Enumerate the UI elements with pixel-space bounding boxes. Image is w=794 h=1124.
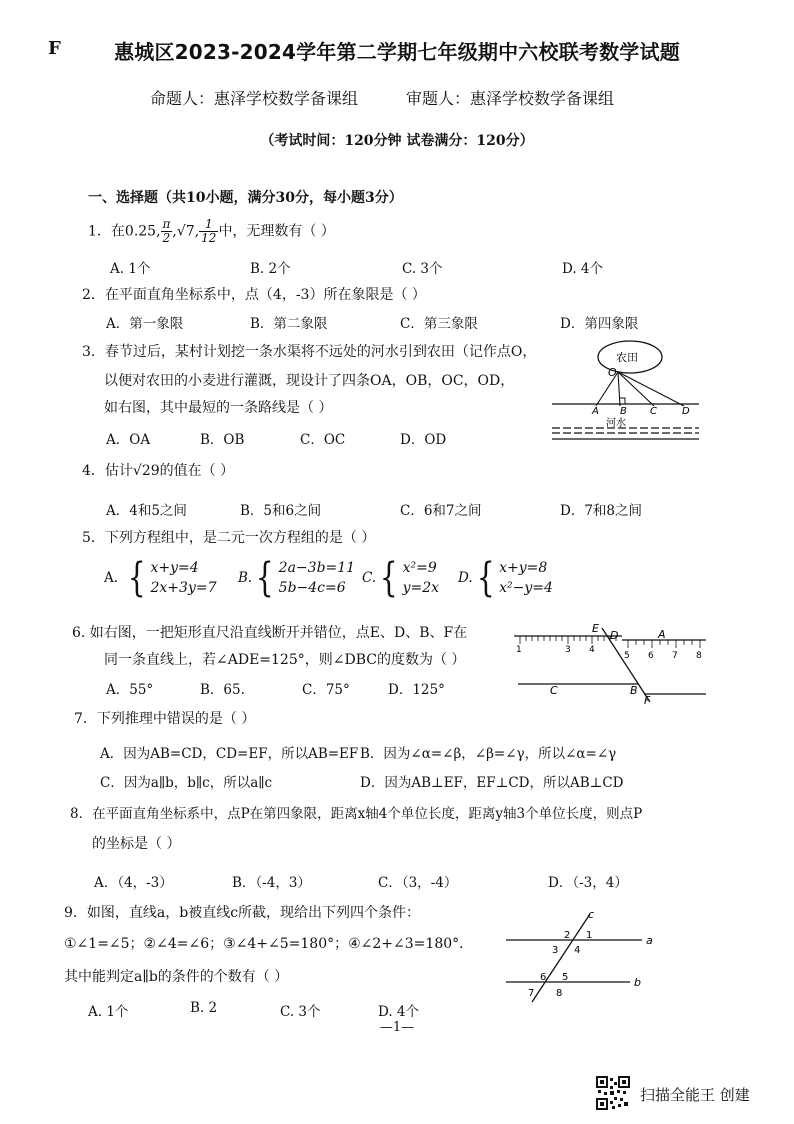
tick-1: 1 — [516, 645, 522, 655]
q8-line2: 的坐标是（ ） — [92, 836, 181, 852]
q7-stem: 7．下列推理中错误的是（ ） — [74, 711, 256, 727]
authors-line — [150, 86, 662, 109]
corner-mark: F — [48, 38, 61, 59]
q6-figure — [510, 620, 710, 708]
q8-option-c: C．（3，-4） — [378, 875, 458, 891]
q5-option-c: C. { x²=9 y=2x — [362, 555, 440, 601]
q3-line3: 如右图，其中最短的一条路线是（ ） — [104, 400, 333, 416]
q3-line2: 以便对农田的小麦进行灌溉，现设计了四条OA，OB，OC，OD， — [104, 373, 515, 389]
tick-5: 5 — [624, 651, 630, 661]
q8-option-d: D．（-3，4） — [548, 875, 628, 891]
q2-option-c: C．第三象限 — [400, 316, 478, 332]
q6-option-b: B．65. — [200, 682, 245, 698]
angle-5: 5 — [562, 972, 569, 983]
q1-option-c: C. 3个 — [402, 261, 443, 277]
label-a: a — [646, 934, 653, 947]
q2-stem: 2．在平面直角坐标系中，点（4，-3）所在象限是（ ） — [82, 287, 426, 303]
section-title: 一、选择题（共10小题，满分30分，每小题3分） — [88, 190, 403, 206]
tick-4: 4 — [589, 645, 595, 655]
q4-option-d: D．7和8之间 — [560, 503, 643, 519]
q9-figure — [502, 908, 662, 1004]
author: 命题人：惠泽学校数学备课组 — [150, 89, 359, 108]
q4-option-b: B．5和6之间 — [240, 503, 322, 519]
label-b: b — [634, 976, 641, 989]
label-a: A — [592, 406, 599, 417]
label-c: c — [588, 908, 595, 921]
label-e: E — [592, 622, 599, 635]
q4-stem: 4．估计√29的值在（ ） — [82, 463, 235, 479]
q3-figure — [544, 336, 704, 446]
label-b: B — [620, 406, 627, 417]
tick-3: 3 — [565, 645, 571, 655]
label-d: D — [682, 406, 690, 417]
q1-option-b: B. 2个 — [250, 261, 291, 277]
q9-option-d: D. 4个 — [378, 1004, 420, 1020]
q3-option-a: A．OA — [106, 432, 151, 448]
q1-option-a: A. 1个 — [110, 261, 151, 277]
q3-option-b: B．OB — [200, 432, 245, 448]
angle-6: 6 — [540, 972, 547, 983]
q7-option-b: B．因为∠α=∠β，∠β=∠γ，所以∠α=∠γ — [360, 746, 617, 762]
q2-option-b: B．第二象限 — [250, 316, 328, 332]
tick-7: 7 — [672, 651, 678, 661]
q9-option-c: C. 3个 — [280, 1004, 321, 1020]
q3-line1: 3．春节过后，某村计划挖一条水渠将不远处的河水引到农田（记作点O， — [82, 344, 537, 360]
label-c: C — [650, 406, 657, 417]
page-number: —1— — [379, 1020, 415, 1035]
seg-ob — [618, 372, 620, 406]
q1-pre: 1．在0.25, — [88, 223, 161, 240]
angle-4: 4 — [574, 945, 581, 956]
scanner-watermark: 扫描全能王 创建 — [640, 1086, 750, 1104]
reviewer: 审题人：惠泽学校数学备课组 — [406, 89, 615, 108]
q5-option-a: A. { x+y=4 2x+3y=7 — [104, 555, 217, 601]
exam-info: （考试时间：120分钟 试卷满分：120分） — [260, 133, 534, 149]
angle-8: 8 — [556, 988, 563, 999]
label-o: O — [608, 366, 617, 379]
tick-8: 8 — [696, 651, 702, 661]
q9-option-a: A. 1个 — [88, 1004, 129, 1020]
q6-line1: 6. 如右图，一把矩形直尺沿直线断开并错位，点E、D、B、F在 — [72, 625, 468, 641]
q4-option-c: C．6和7之间 — [400, 503, 482, 519]
q3-option-d: D．OD — [400, 432, 447, 448]
q1-option-d: D. 4个 — [562, 261, 604, 277]
angle-1: 1 — [586, 930, 593, 941]
label-c: C — [550, 684, 558, 697]
q5-stem: 5．下列方程组中，是二元一次方程组的是（ ） — [82, 530, 376, 546]
q8-option-a: A．（4，-3） — [94, 875, 173, 891]
angle-3: 3 — [552, 945, 559, 956]
q9-option-b: B. 2 — [190, 1000, 218, 1016]
q9-line1: 9．如图，直线a，b被直线c所截，现给出下列四个条件： — [64, 905, 421, 921]
label-d: D — [610, 629, 619, 642]
q8-option-b: B．（-4，3） — [232, 875, 311, 891]
q9-line2: ①∠1=∠5；②∠4=∠6；③∠4+∠5=180°；④∠2+∠3=180°． — [64, 936, 474, 952]
q7-option-a: A．因为AB=CD，CD=EF，所以AB=EF — [100, 746, 359, 762]
river-label: 河水 — [606, 418, 626, 429]
qr-code-icon — [596, 1076, 630, 1110]
q6-line2: 同一条直线上，若∠ADE=125°，则∠DBC的度数为（ ） — [104, 652, 466, 668]
q6-option-d: D．125° — [388, 682, 445, 698]
q3-option-c: C．OC — [300, 432, 346, 448]
q8-line1: 8．在平面直角坐标系中，点P在第四象限，距离x轴4个单位长度，距离y轴3个单位长度，则点P — [70, 806, 643, 822]
q4-option-a: A．4和5之间 — [106, 503, 187, 519]
q2-option-a: A．第一象限 — [106, 316, 184, 332]
label-f: F — [644, 694, 651, 707]
seg-od — [618, 372, 684, 406]
q7-option-c: C．因为a∥b，b∥c，所以a∥c — [100, 775, 273, 791]
exam-title: 惠城区2023-2024学年第二学期七年级期中六校联考数学试题 — [114, 40, 680, 64]
right-angle-mark — [620, 398, 625, 404]
tick-6: 6 — [648, 651, 654, 661]
q5-option-d: D. { x+y=8 x²−y=4 — [458, 555, 553, 601]
q5-option-b: B. { 2a−3b=11 5b−4c=6 — [238, 555, 356, 601]
q7-option-d: D．因为AB⊥EF，EF⊥CD，所以AB⊥CD — [360, 775, 624, 791]
q1-sqrt7: ,√7, — [172, 223, 200, 240]
label-a: A — [658, 628, 666, 641]
q6-option-a: A．55° — [106, 682, 154, 698]
q1-post: 中，无理数有（ ） — [218, 223, 335, 240]
seg-oc — [618, 372, 654, 406]
label-b: B — [630, 684, 638, 697]
field-label: 农田 — [616, 351, 638, 364]
q1-frac-pi: $\frac{\pi}{2}$ — [162, 217, 171, 245]
angle-7: 7 — [528, 988, 535, 999]
q1-frac-1-12: $\frac{1}{12}$ — [201, 217, 217, 245]
q9-line3: 其中能判定a∥b的条件的个数有（ ） — [64, 969, 289, 985]
angle-2: 2 — [564, 930, 571, 941]
q6-option-c: C．75° — [302, 682, 350, 698]
q2-option-d: D．第四象限 — [560, 316, 639, 332]
q1-stem — [88, 218, 335, 245]
